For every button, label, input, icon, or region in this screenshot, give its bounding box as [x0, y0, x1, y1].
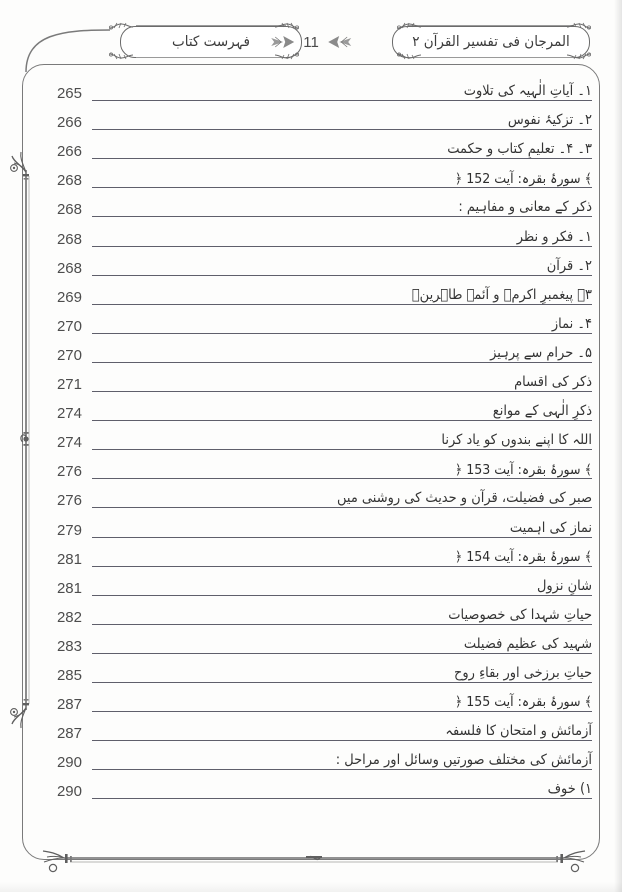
- toc-row[interactable]: [30, 452, 592, 481]
- toc-page-number: 268: [56, 201, 82, 219]
- book-title-box: [392, 26, 590, 58]
- toc-page-number: 276: [56, 463, 82, 481]
- toc-row[interactable]: [30, 161, 592, 190]
- toc-row[interactable]: [30, 219, 592, 248]
- toc-page-number: 274: [56, 434, 82, 452]
- toc-leader-rule: [82, 190, 592, 219]
- toc-entry-title[interactable]: ۱) خوف: [542, 782, 592, 796]
- toc-row[interactable]: [30, 743, 592, 772]
- toc-entry-title[interactable]: آزمائش کی مختلف صورتیں وسائل اور مراحل :: [330, 753, 592, 767]
- toc-leader-rule: [82, 394, 592, 423]
- toc-leader-rule: [82, 656, 592, 685]
- toc-page-number: 276: [56, 492, 82, 510]
- toc-row[interactable]: [30, 336, 592, 365]
- toc-leader-rule: [82, 743, 592, 772]
- toc-row[interactable]: [30, 74, 592, 103]
- toc-page-number: 290: [56, 783, 82, 801]
- section-title: فہرست کتاب: [172, 33, 250, 51]
- toc-leader-rule: [82, 627, 592, 656]
- toc-row[interactable]: [30, 510, 592, 539]
- toc-row[interactable]: [30, 772, 592, 801]
- toc-entry-title[interactable]: آزمائش و امتحان کا فلسفہ: [439, 724, 592, 738]
- toc-leader-rule: [82, 598, 592, 627]
- toc-leader-rule: [82, 307, 592, 336]
- toc-page-number: 281: [56, 550, 82, 568]
- toc-page-number: 274: [56, 405, 82, 423]
- scan-edge-shadow-right: [614, 0, 622, 892]
- toc-page-number: 270: [56, 346, 82, 364]
- toc-row[interactable]: [30, 394, 592, 423]
- toc-section-heading[interactable]: ﴾ سورۂ بقرہ: آیت 153 ﴿: [449, 463, 592, 477]
- toc-entry-title[interactable]: ۴۔ نماز: [546, 317, 592, 331]
- scan-edge-shadow-bottom: [0, 882, 622, 892]
- toc-entry-title[interactable]: ۳۔ ۴۔ تعلیمِ کتاب و حکمت: [441, 142, 592, 156]
- toc-section-heading[interactable]: ﴾ سورۂ بقرہ: آیت 152 ﴿: [449, 172, 592, 186]
- toc-page-number: 282: [56, 608, 82, 626]
- page-header: [22, 12, 600, 64]
- toc-row[interactable]: [30, 190, 592, 219]
- header-rule-bottom-left: [136, 57, 286, 58]
- toc-leader-rule: [82, 74, 592, 103]
- toc-entry-title[interactable]: ۵۔ حرام سے پرہیز: [484, 346, 592, 360]
- toc-page-number: 279: [56, 521, 82, 539]
- toc-row[interactable]: [30, 685, 592, 714]
- toc-page-number: 266: [56, 114, 82, 132]
- toc-page-number: 268: [56, 259, 82, 277]
- toc-row[interactable]: [30, 307, 592, 336]
- page-ornament-right-icon: [327, 33, 353, 51]
- toc-section-heading[interactable]: ﴾ سورۂ بقرہ: آیت 154 ﴿: [449, 550, 592, 564]
- toc-entry-title[interactable]: شہید کی عظیم فضیلت: [458, 637, 592, 651]
- toc-entry-title[interactable]: صبر کی فضیلت، قرآن و حدیث کی روشنی میں: [331, 491, 592, 505]
- toc-leader-rule: [82, 423, 592, 452]
- toc-page-number: 268: [56, 230, 82, 248]
- toc-leader-rule: [82, 249, 592, 278]
- header-rule-bottom-right: [408, 57, 574, 58]
- toc-entry-title[interactable]: ذکر کے معانی و مفاہیم :: [452, 200, 592, 214]
- toc-page-number: 281: [56, 579, 82, 597]
- toc-leader-rule: [82, 161, 592, 190]
- toc-row[interactable]: [30, 540, 592, 569]
- toc-page-number: 285: [56, 666, 82, 684]
- toc-row[interactable]: [30, 481, 592, 510]
- toc-row[interactable]: [30, 278, 592, 307]
- toc-entry-title[interactable]: ۱۔ آیاتِ الٰہیہ کی تلاوت: [458, 84, 592, 98]
- toc-entry-title[interactable]: شانِ نزول: [531, 579, 592, 593]
- toc-row[interactable]: [30, 423, 592, 452]
- toc-leader-rule: [82, 481, 592, 510]
- toc-page-number: 269: [56, 288, 82, 306]
- header-rule-top-right: [408, 25, 574, 26]
- toc-entry-title[interactable]: حیاتِ شہدا کی خصوصیات: [442, 608, 592, 622]
- toc-entry-title[interactable]: ذکر کی اقسام: [508, 375, 592, 389]
- page-number-group: [269, 30, 353, 54]
- toc-page-number: 271: [56, 376, 82, 394]
- toc-page-number: 283: [56, 637, 82, 655]
- header-rule-top-left: [136, 25, 286, 26]
- toc-row[interactable]: [30, 714, 592, 743]
- toc-page-number: 287: [56, 725, 82, 743]
- toc-page-number: 287: [56, 696, 82, 714]
- toc-entry-title[interactable]: ۳۔ پیغمبرِ اکرمؐ و آئمہ طاہرینؑ: [406, 288, 592, 302]
- toc-leader-rule: [82, 336, 592, 365]
- toc-entry-title[interactable]: نماز کی اہمیت: [504, 520, 592, 534]
- toc-page-number: 290: [56, 754, 82, 772]
- toc-leader-rule: [82, 772, 592, 801]
- toc-leader-rule: [82, 540, 592, 569]
- toc-leader-rule: [82, 685, 592, 714]
- toc-entry-title[interactable]: ذکرِ الٰہی کے موانع: [487, 404, 592, 418]
- toc-entry-title[interactable]: ۲۔ قرآن: [541, 259, 592, 273]
- page-number: 11: [303, 33, 319, 51]
- toc-entry-title[interactable]: حیاتِ برزخی اور بقاءِ روح: [448, 666, 592, 680]
- toc-row[interactable]: [30, 103, 592, 132]
- toc-leader-rule: [82, 714, 592, 743]
- toc-entry-title[interactable]: ۱۔ فکر و نظر: [511, 230, 592, 244]
- toc-leader-rule: [82, 219, 592, 248]
- toc-row[interactable]: [30, 598, 592, 627]
- toc-leader-rule: [82, 103, 592, 132]
- book-title: المرجان فی تفسیر القرآن ۲: [412, 33, 570, 51]
- toc-leader-rule: [82, 510, 592, 539]
- toc-row[interactable]: [30, 656, 592, 685]
- toc-page-number: 266: [56, 143, 82, 161]
- toc-row[interactable]: [30, 249, 592, 278]
- toc-leader-rule: [82, 278, 592, 307]
- toc-row[interactable]: [30, 365, 592, 394]
- toc-row[interactable]: [30, 627, 592, 656]
- toc-page-number: 270: [56, 317, 82, 335]
- toc-entry-title[interactable]: اللہ کا اپنے بندوں کو یاد کرنا: [435, 433, 592, 447]
- toc-leader-rule: [82, 365, 592, 394]
- toc-leader-rule: [82, 569, 592, 598]
- table-of-contents: [30, 74, 592, 854]
- toc-page-number: 265: [56, 85, 82, 103]
- toc-page-number: 268: [56, 172, 82, 190]
- toc-leader-rule: [82, 452, 592, 481]
- page-ornament-left-icon: [269, 33, 295, 51]
- toc-section-heading[interactable]: ﴾ سورۂ بقرہ: آیت 155 ﴿: [449, 695, 592, 709]
- toc-leader-rule: [82, 132, 592, 161]
- toc-row[interactable]: [30, 132, 592, 161]
- toc-row[interactable]: [30, 569, 592, 598]
- toc-entry-title[interactable]: ۲۔ تزکیۂ نفوس: [502, 113, 592, 127]
